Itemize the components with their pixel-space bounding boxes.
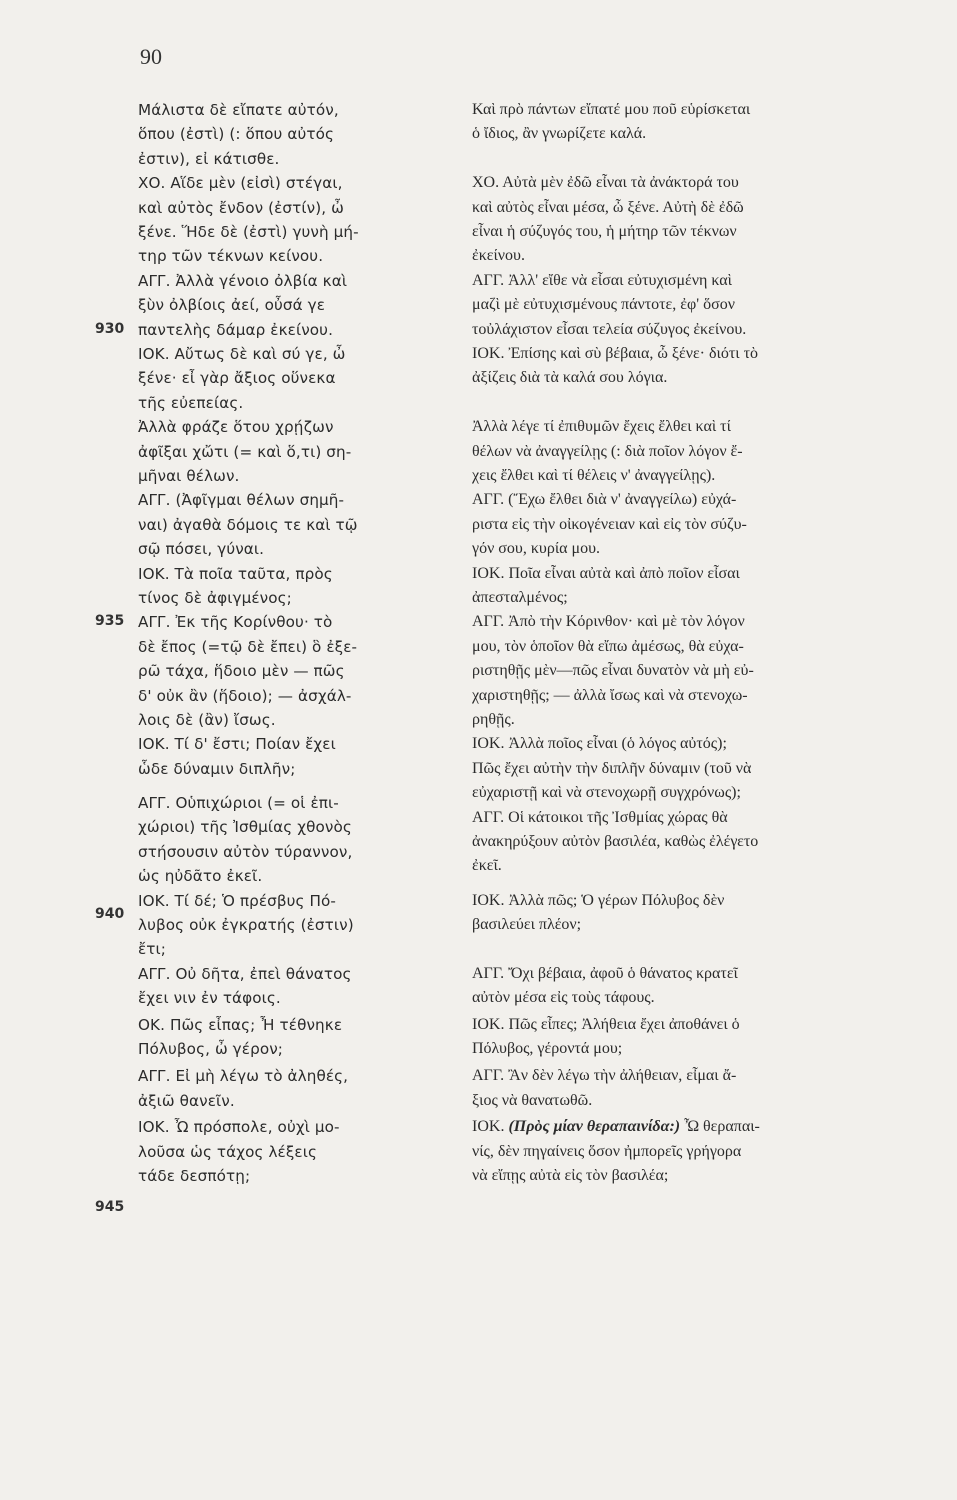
ancient-text-line: χώριοι) τῆς Ἰσθμίας χθονὸς — [138, 818, 352, 837]
modern-text-line: ξιος νὰ θανατωθῶ. — [472, 1091, 593, 1109]
modern-text-line: ΑΓΓ. Ὄχι βέβαια, ἀφοῦ ὁ θάνατος κρατεῖ — [472, 964, 738, 982]
ancient-speech-block — [138, 962, 444, 1011]
modern-text-line: βασιλεύει πλέον; — [472, 915, 582, 933]
stage-direction: (Πρὸς μίαν θεραπαινίδα:) — [508, 1118, 681, 1136]
ancient-text-line: ὅπου (ἐστὶ) (: ὅπου αὐτός — [138, 125, 334, 144]
ancient-text-line: ΙΟΚ. Αὔτως δὲ καὶ σύ γε, ὦ — [138, 345, 346, 363]
modern-text-line: εἶναι ἡ σύζυγός του, ἡ μήτηρ τῶν τέκνων — [472, 222, 737, 240]
ancient-speech-block — [138, 889, 444, 962]
verse-line-number: 945 — [95, 1199, 125, 1215]
modern-text-line: Ἀλλὰ λέγε τί ἐπιθυμῶν ἔχεις ἔλθει καὶ τί — [472, 418, 731, 436]
modern-text-line: Πῶς ἔχει αὐτὴν τὴν διπλῆν δύναμιν (τοῦ νὰ — [472, 759, 752, 777]
modern-speech-block — [472, 806, 912, 879]
ancient-speech-block — [138, 415, 444, 488]
ancient-text-line: παντελὴς δάμαρ ἐκείνου. — [138, 320, 333, 339]
modern-text-line: ΑΓΓ. Οἱ κάτοικοι τῆς Ἰσθμίας χώρας θὰ — [472, 808, 728, 826]
modern-speech-block — [472, 562, 912, 611]
modern-text-line: ΙΟΚ. Ἐπίσης καὶ σὺ βέβαια, ὦ ξένε· διότι τὸ — [472, 345, 759, 362]
modern-text-line: ΑΓΓ. Ἀπὸ τὴν Κόρινθον· καὶ μὲ τὸν λόγον — [472, 613, 745, 631]
modern-speech-block — [472, 962, 912, 1011]
ancient-speech-block — [138, 791, 444, 889]
ancient-text-line: ξὺν ὀλβίοις ἀεί, οὖσά γε — [138, 296, 326, 315]
modern-speech-block — [472, 342, 912, 391]
ancient-text-line: ΙΟΚ. Τί δέ; Ὁ πρέσβυς Πό- — [138, 891, 336, 910]
modern-text-line: ριστηθῇς μὲν—πῶς εἶναι δυνατὸν νὰ μὴ εὐ- — [472, 662, 754, 680]
modern-text-line: ΑΓΓ. Ἀλλ' εἴθε νὰ εἶσαι εὐτυχισμένη καὶ — [472, 271, 732, 289]
modern-text-line: ἐκεῖ. — [472, 857, 502, 875]
modern-text-line: νίς, δὲν πηγαίνεις ὅσον ἠμπορεῖς γρήγορα — [472, 1142, 742, 1160]
ancient-text-line: ΑΓΓ. (Ἀφῖγμαι θέλων σημῆ- — [138, 491, 345, 510]
ancient-text-line: ἔτι; — [138, 940, 167, 959]
modern-text-line: Καὶ πρὸ πάντων εἴπατέ μου ποῦ εὑρίσκεται — [472, 101, 751, 118]
modern-text-line: ΙΟΚ. Πῶς εἶπες; Ἀλήθεια ἔχει ἀποθάνει ὁ — [472, 1016, 740, 1033]
ancient-speech-block — [138, 171, 444, 269]
modern-text-line: ὁ ἴδιος, ἂν γνωρίζετε καλά. — [472, 125, 647, 143]
ancient-text-line: ΙΟΚ. Ὦ πρόσπολε, οὐχὶ μο- — [138, 1118, 340, 1137]
ancient-speech-block — [138, 1115, 444, 1188]
modern-text-line: ΑΓΓ. (Ἔχω ἔλθει διὰ ν' ἀναγγείλω) εὐχά- — [472, 491, 737, 509]
modern-text-line: Πόλυβος, γέροντά μου; — [472, 1040, 623, 1058]
ancient-text-line: δ' οὐκ ἂν (ἥδοιο); — ἀσχάλ- — [138, 686, 352, 705]
modern-speech-block — [472, 1064, 912, 1113]
verse-line-number: 940 — [95, 906, 125, 923]
ancient-text-line: ΙΟΚ. Τὰ ποῖα ταῦτα, πρὸς — [138, 564, 333, 583]
modern-text-line: ΙΟΚ. Ποῖα εἶναι αὐτὰ καὶ ἀπὸ ποῖον εἶσαι — [472, 564, 740, 582]
modern-speech-block — [472, 889, 912, 938]
ancient-text-line: μῆναι θέλων. — [138, 466, 240, 485]
ancient-text-line: ΑΓΓ. Εἰ μὴ λέγω τὸ ἀληθές, — [138, 1067, 349, 1086]
ancient-text-line: ἔχει νιν ἐν τάφοις. — [138, 989, 281, 1008]
modern-text-line: ἀνακηρύξουν αὐτὸν βασιλέα, καθὼς ἐλέγετο — [472, 832, 759, 850]
ancient-text-line: Πόλυβος, ὦ γέρον; — [138, 1040, 284, 1059]
modern-text-line: ΧΟ. Αὐτὰ μὲν ἐδῶ εἶναι τὰ ἀνάκτορά του — [472, 174, 739, 192]
modern-speech-block — [472, 269, 912, 342]
modern-text-line: τοὐλάχιστον εἶσαι τελεία σύζυγος ἐκείνου. — [472, 320, 747, 338]
modern-speech-block — [472, 1115, 912, 1188]
modern-text-line: μαζὶ μὲ εὐτυχισμένους πάντοτε, ἐφ' ὅσον — [472, 296, 735, 314]
ancient-text-line: ΑΓΓ. Ἀλλὰ γένοιο ὀλβία καὶ — [138, 271, 348, 290]
modern-speech-block — [472, 732, 912, 805]
ancient-text-line: ΑΓΓ. Οὑπιχώριοι (= οἱ ἐπι- — [138, 793, 339, 812]
modern-speech-block — [472, 98, 912, 147]
modern-text-line: γόν σου, κυρία μου. — [472, 540, 601, 558]
ancient-text-line: ξένε. Ἥδε δὲ (ἐστὶ) γυνὴ μή- — [138, 222, 359, 241]
ancient-speech-block — [138, 488, 444, 561]
modern-text-line: ἀξίζεις διὰ τὰ καλά σου λόγια. — [472, 369, 668, 387]
ancient-text-line: ρῶ τάχα, ἥδοιο μὲν — πῶς — [138, 662, 345, 681]
ancient-text-line: λοῦσα ὡς τάχος λέξεις — [138, 1142, 317, 1161]
ancient-text-line: τάδε δεσπότῃ; — [138, 1167, 251, 1186]
modern-text-line: ΙΟΚ. Ἀλλὰ πῶς; Ὁ γέρων Πόλυβος δὲν — [472, 891, 725, 909]
modern-text-line: χαριστηθῇς; — ἀλλὰ ἴσως καὶ νὰ στενοχω- — [472, 686, 748, 704]
ancient-text-line: ξένε· εἶ γὰρ ἄξιος οὕνεκα — [138, 369, 336, 388]
modern-speech-block — [472, 610, 912, 732]
modern-speech-block — [472, 488, 912, 561]
ancient-text-line: ὡς ηὐδᾶτο ἐκεῖ. — [138, 867, 263, 886]
modern-speech-block — [472, 415, 912, 488]
page-number: 90 — [140, 44, 162, 69]
modern-text-line: ριστα εἰς τὴν οἰκογένειαν καὶ εἰς τὸν σύζυ- — [472, 515, 747, 533]
ancient-text-line: ΧΟ. Αἵδε μὲν (εἰσὶ) στέγαι, — [138, 174, 343, 193]
modern-speech-block — [472, 1013, 912, 1062]
ancient-text-line: ἐστιν), εἰ κάτισθε. — [138, 149, 280, 168]
ancient-text-line: ΙΟΚ. Τί δ' ἔστι; Ποίαν ἔχει — [138, 735, 336, 754]
ancient-text-line: λυβος οὐκ ἐγκρατής (ἐστιν) — [138, 915, 354, 934]
verse-line-number: 935 — [95, 613, 125, 630]
ancient-speech-block — [138, 269, 444, 342]
ancient-text-line: τίνος δὲ ἀφιγμένος; — [138, 588, 292, 607]
modern-text-line: νὰ εἴπῃς αὐτὰ εἰς τὸν βασιλέα; — [472, 1167, 669, 1185]
modern-text-line: ρηθῇς. — [472, 710, 515, 728]
modern-text-line: θέλων νὰ ἀναγγείλῃς (: διὰ ποῖον λόγον ἔ- — [472, 442, 743, 460]
ancient-text-line: ἀξιῶ θανεῖν. — [138, 1091, 235, 1110]
ancient-text-line: σῷ πόσει, γύναι. — [138, 540, 265, 559]
ancient-text-line: ΑΓΓ. Οὐ δῆτα, ἐπεὶ θάνατος — [138, 964, 352, 983]
ancient-speech-block — [138, 562, 444, 611]
modern-text-line: αὐτὸν μέσα εἰς τοὺς τάφους. — [472, 989, 655, 1007]
ancient-text-line: ναι) ἀγαθὰ δόμοις τε καὶ τῷ — [138, 515, 358, 534]
ancient-text-line: στήσουσιν αὐτὸν τύραννον, — [138, 842, 353, 861]
ancient-text-line: ΟΚ. Πῶς εἶπας; Ἦ τέθνηκε — [138, 1016, 343, 1034]
modern-text-line: ΙΟΚ. (Πρὸς μίαν θεραπαινίδα:) Ὦ θεραπαι- — [472, 1118, 760, 1136]
ancient-speech-block — [138, 1013, 444, 1062]
modern-text-line: εὐχαριστῇ καὶ νὰ στενοχωρῇ συγχρόνως); — [472, 784, 741, 802]
ancient-text-line: ὧδε δύναμιν διπλῆν; — [138, 759, 296, 778]
ancient-text-line: καὶ αὐτὸς ἔνδον (ἐστίν), ὦ — [138, 198, 344, 217]
modern-speech-block — [472, 171, 912, 269]
ancient-text-line: Μάλιστα δὲ εἴπατε αὐτόν, — [138, 101, 339, 119]
ancient-speech-block — [138, 610, 444, 732]
modern-text-line: ἐκείνου. — [472, 247, 525, 265]
ancient-text-line: δὲ ἔπος (=τῷ δὲ ἔπει) ὃ ἐξε- — [138, 637, 358, 656]
ancient-speech-block — [138, 732, 444, 781]
modern-text-line: ἀπεσταλμένος; — [472, 588, 568, 606]
modern-text-line: μου, τὸν ὁποῖον θὰ εἴπω ἀμέσως, θὰ εὐχα- — [472, 637, 744, 655]
ancient-speech-block — [138, 342, 444, 415]
ancient-speech-block — [138, 98, 444, 171]
modern-text-line: ΙΟΚ. Ἀλλὰ ποῖος εἶναι (ὁ λόγος αὐτός); — [472, 735, 727, 753]
ancient-text-line: τῆς εὐεπείας. — [138, 393, 244, 412]
modern-text-line: ΑΓΓ. Ἂν δὲν λέγω τὴν ἀλήθειαν, εἶμαι ἄ- — [472, 1067, 737, 1085]
modern-text-line: καὶ αὐτὸς εἶναι μέσα, ὦ ξένε. Αὐτὴ δὲ ἐδῶ — [472, 198, 744, 216]
modern-text-line: χεις ἔλθει καὶ τί θέλεις ν' ἀναγγείλῃς). — [472, 466, 716, 484]
ancient-text-line: Ἀλλὰ φράζε ὅτου χρῄζων — [138, 418, 334, 437]
ancient-text-line: τηρ τῶν τέκνων κείνου. — [138, 247, 324, 266]
ancient-text-line: λοις δὲ (ἂν) ἴσως. — [138, 710, 276, 729]
ancient-speech-block — [138, 1064, 444, 1113]
ancient-text-line: ἀφῖξαι χὤτι (= καὶ ὅ,τι) ση- — [138, 442, 352, 461]
ancient-text-line: ΑΓΓ. Ἐκ τῆς Κορίνθου· τὸ — [138, 613, 333, 632]
verse-line-number: 930 — [95, 320, 125, 337]
